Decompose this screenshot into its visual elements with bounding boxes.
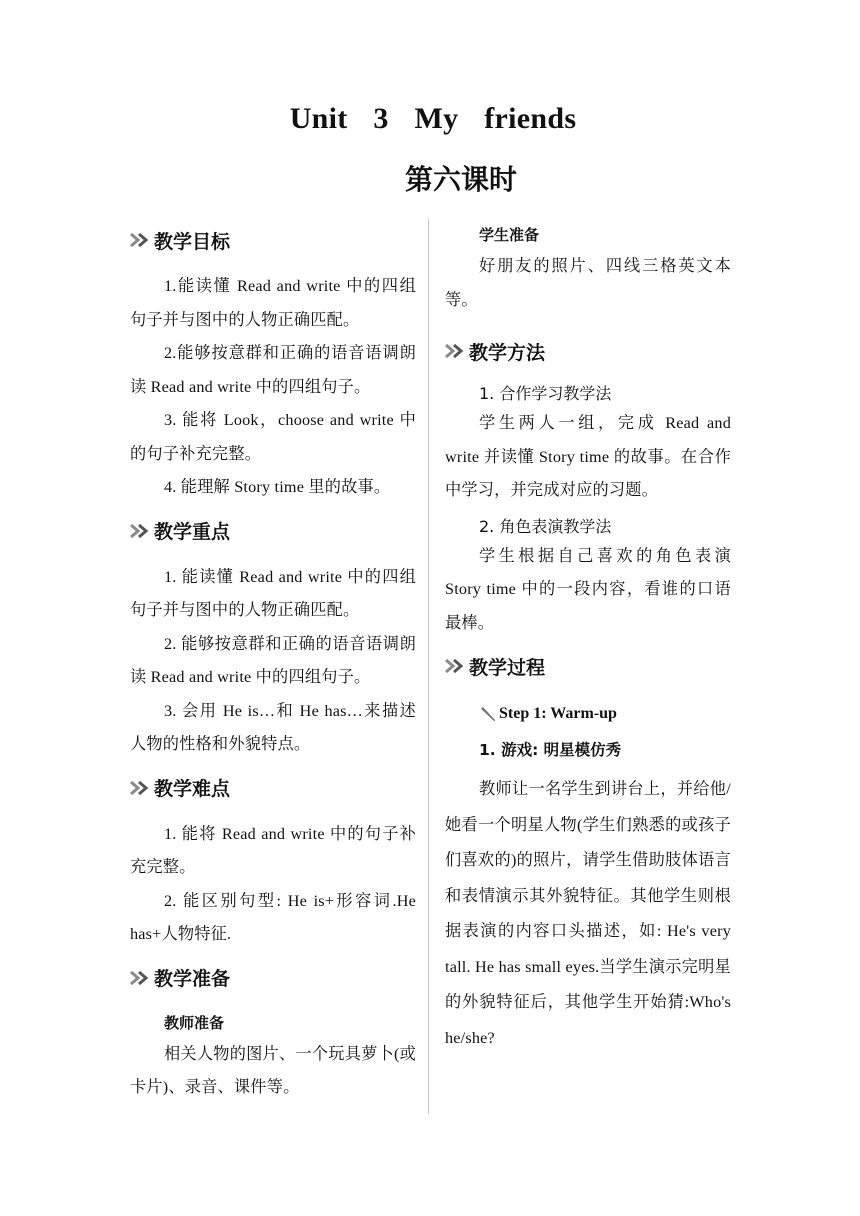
right-column	[445, 220, 731, 1056]
method-text: 学生根据自己喜欢的角色表演 Story time 中的一段内容，看谁的口语最棒。	[445, 546, 731, 632]
column-divider	[428, 218, 429, 1114]
section-title: 教学目标	[154, 230, 231, 253]
method-title: 1. 合作学习教学法	[479, 384, 612, 403]
method-title: 2. 角色表演教学法	[479, 516, 612, 536]
objective-item: 1.能读懂 Read and write 中的四组句子并与图中的人物正确匹配。	[130, 277, 416, 329]
key-point-item: 3. 会用 He is…和 He has…来描述人物的性格和外貌特点。	[130, 701, 416, 753]
difficulty-item: 1. 能将 Read and write 中的句子补充完整。	[130, 824, 416, 876]
title-chinese: 第六课时	[404, 163, 517, 196]
key-point-item: 2. 能够按意群和正确的语音语调朗读 Read and write 中的四组句子。	[130, 634, 416, 686]
section-title: 教学重点	[154, 521, 231, 543]
double-chevron-icon	[130, 233, 152, 247]
game-title: 1. 游戏: 明星模仿秀	[479, 741, 622, 759]
objective-item: 3. 能将 Look，choose and write 中的句子补充完整。	[130, 411, 416, 463]
teacher-prep-text: 相关人物的图片、一个玩具萝卜(或卡片)、录音、课件等。	[130, 1044, 416, 1096]
student-prep-text: 好朋友的照片、四线三格英文本等。	[445, 257, 731, 309]
section-objectives-heading	[130, 220, 416, 260]
double-chevron-icon	[130, 781, 152, 795]
method-text: 学生两人一组，完成 Read and write 并读懂 Story time 的故事。在合作中学习，并完成对应的习题。	[445, 414, 731, 499]
section-key-points-heading	[130, 511, 416, 551]
section-title: 教学难点	[154, 778, 231, 800]
section-title: 教学准备	[154, 968, 231, 990]
teacher-prep-label: 教师准备	[164, 1013, 225, 1032]
student-prep-label: 学生准备	[479, 226, 540, 244]
section-difficulties-heading	[130, 768, 416, 808]
double-chevron-icon	[445, 344, 467, 358]
objective-item: 4. 能理解 Story time 里的故事。	[164, 478, 391, 496]
double-chevron-icon	[445, 659, 467, 673]
objective-item: 2.能够按意群和正确的语音语调朗读 Read and write 中的四组句子。	[130, 344, 416, 396]
section-methods-heading	[445, 331, 731, 371]
double-chevron-icon	[130, 971, 152, 985]
difficulty-item: 2. 能区别句型: He is+形容词.He has+人物特征.	[130, 891, 416, 943]
double-chevron-icon	[130, 524, 152, 538]
left-column	[130, 220, 416, 1105]
title-english: Unit 3 My friends	[289, 102, 577, 135]
step-title: Step 1: Warm-up	[499, 705, 617, 722]
pencil-icon	[479, 705, 497, 723]
game-description: 教师让一名学生到讲台上，并给他/她看一个明星人物(学生们熟悉的或孩子们喜欢的)的照片，请学生借助肢体语言和表情演示其外貌特征。其他学生则根据表演的内容口头描述，如: He's very tall. He has small eyes.当学生演示完明星的外貌特征后，其他学生开始猜:Who's he/she?	[445, 780, 731, 1047]
key-point-item: 1. 能读懂 Read and write 中的四组句子并与图中的人物正确匹配。	[130, 567, 416, 619]
section-title: 教学过程	[469, 656, 546, 679]
section-title: 教学方法	[469, 341, 546, 364]
section-preparation-heading	[130, 958, 416, 998]
step-heading	[445, 696, 731, 732]
section-process-heading	[445, 646, 731, 686]
